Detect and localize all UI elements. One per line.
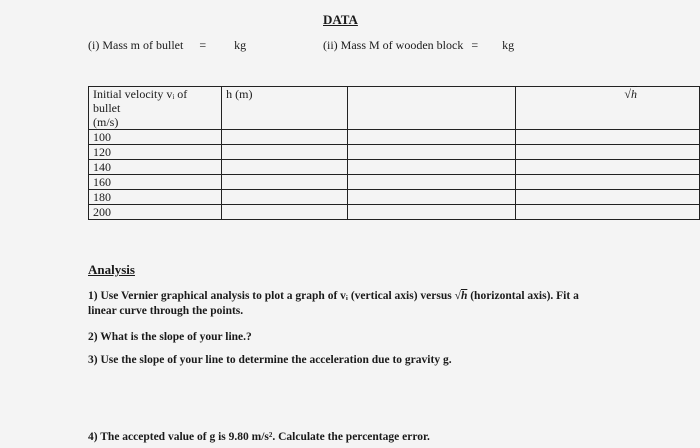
height-cell[interactable] [222,175,348,190]
question-1-text-b: (horizontal axis). Fit a linear curve through the points. [88,290,579,317]
mass-bullet-unit: kg [234,38,247,52]
sqrt-h-cell[interactable] [515,145,699,160]
height-cell[interactable] [222,160,348,175]
table-row [89,205,700,220]
height-cell[interactable] [222,145,348,160]
velocity-cell: 140 [89,160,222,175]
height-cell[interactable] [222,190,348,205]
blank-cell[interactable] [348,145,515,160]
blank-cell[interactable] [348,205,515,220]
velocity-header [89,87,222,130]
table-row [89,145,700,160]
data-table [88,86,700,220]
mass-bullet-label: (i) Mass m of bullet [88,38,184,52]
mass-block-line [323,38,514,53]
blank-cell[interactable] [348,190,515,205]
question-4: 4) The accepted value of g is 9.80 m/s². Calculate the percentage error. [88,431,430,443]
velocity-cell: 180 [89,190,222,205]
mass-block-label: (ii) Mass M of wooden block [323,38,464,52]
mass-bullet-equals: = [199,38,207,52]
sqrt-h-cell[interactable] [515,175,699,190]
height-header: h (m) [222,87,348,130]
velocity-header-line2: (m/s) [93,115,119,129]
mass-block-equals: = [471,38,479,52]
table-header-row [89,87,700,130]
blank-cell[interactable] [348,160,515,175]
question-1 [88,289,608,319]
mass-bullet-line [88,38,246,53]
velocity-cell: 100 [89,130,222,145]
question-1-text-a: 1) Use Vernier graphical analysis to plot a graph of vᵢ (vertical axis) versus [88,290,455,302]
page-title: DATA [323,12,358,27]
blank-cell[interactable] [348,175,515,190]
blank-header [348,87,515,130]
analysis-heading: Analysis [88,262,135,277]
velocity-header-line1: Initial velocity vᵢ of bullet [93,87,188,115]
table-row [89,175,700,190]
sqrt-h-symbol: √h [454,290,468,302]
sqrt-h-cell[interactable] [515,130,699,145]
height-cell[interactable] [222,130,348,145]
velocity-cell: 120 [89,145,222,160]
blank-cell[interactable] [348,130,515,145]
sqrt-h-cell[interactable] [515,160,699,175]
table-row [89,130,700,145]
velocity-cell: 160 [89,175,222,190]
table-row [89,190,700,205]
question-3: 3) Use the slope of your line to determine the acceleration due to gravity g. [88,354,452,366]
sqrt-h-cell[interactable] [515,205,699,220]
question-2: 2) What is the slope of your line.? [88,331,252,343]
height-cell[interactable] [222,205,348,220]
velocity-cell: 200 [89,205,222,220]
sqrt-h-cell[interactable] [515,190,699,205]
sqrt-h-header: √h [515,87,699,130]
mass-block-unit: kg [502,38,515,52]
table-row [89,160,700,175]
